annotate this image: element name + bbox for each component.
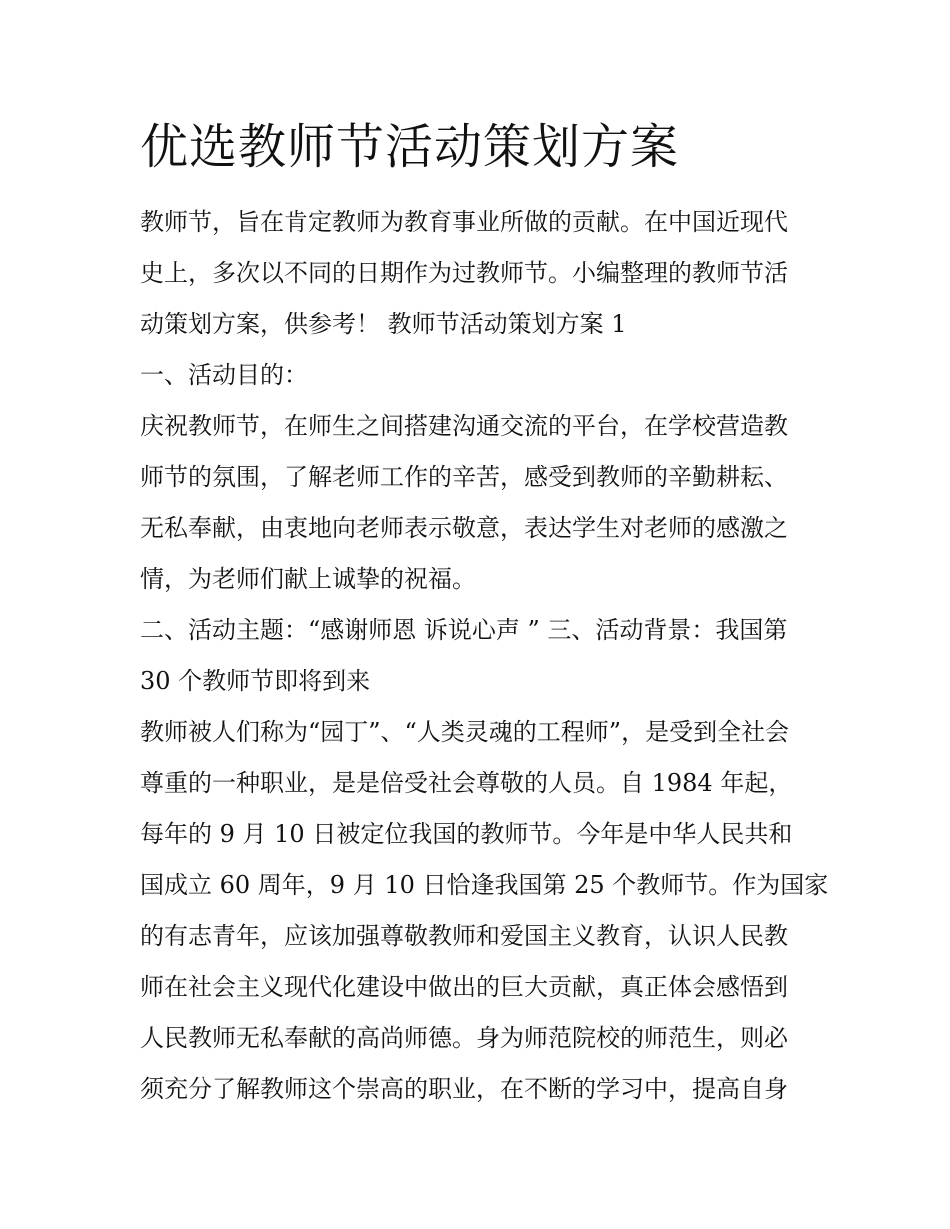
text-line: 的有志青年，应该加强尊敬教师和爱国主义教育，认识人民教 (140, 922, 788, 950)
text-line: 人民教师无私奉献的高尚师德。身为师范院校的师范生，则必 (140, 1024, 788, 1052)
section-heading-theme: 二、活动主题：“感谢师恩 诉说心声 ” 三、活动背景：我国第 (140, 616, 788, 644)
text-line: 30 个教师节即将到来 (140, 667, 371, 695)
text-line: 须充分了解教师这个崇高的职业，在不断的学习中，提高自身 (140, 1075, 788, 1103)
text-line: 无私奉献，由衷地向老师表示敬意，表达学生对老师的感激之 (140, 514, 788, 542)
text-line: 庆祝教师节，在师生之间搭建沟通交流的平台，在学校营造教 (140, 412, 788, 440)
section-heading-purpose: 一、活动目的： (140, 361, 308, 389)
text-line: 尊重的一种职业，是是倍受社会尊敬的人员。自 1984 年起， (140, 769, 793, 797)
document-body (140, 197, 829, 1115)
text-line: 师在社会主义现代化建设中做出的巨大贡献，真正体会感悟到 (140, 973, 788, 1001)
text-line: 每年的 9 月 10 日被定位我国的教师节。今年是中华人民共和 (140, 820, 793, 848)
text-line: 教师被人们称为“园丁”、“人类灵魂的工程师”，是受到全社会 (140, 718, 790, 746)
text-line: 教师节，旨在肯定教师为教育事业所做的贡献。在中国近现代 (140, 208, 788, 236)
text-line: 师节的氛围，了解老师工作的辛苦，感受到教师的辛勤耕耘、 (140, 463, 788, 491)
text-line: 国成立 60 周年，9 月 10 日恰逢我国第 25 个教师节。作为国家 (140, 871, 829, 899)
document-title: 优选教师节活动策划方案 (140, 119, 680, 175)
text-line: 史上，多次以不同的日期作为过教师节。小编整理的教师节活 (140, 259, 788, 287)
text-line: 动策划方案，供参考！ 教师节活动策划方案 1 (140, 310, 627, 338)
text-line: 情，为老师们献上诚挚的祝福。 (140, 565, 476, 593)
